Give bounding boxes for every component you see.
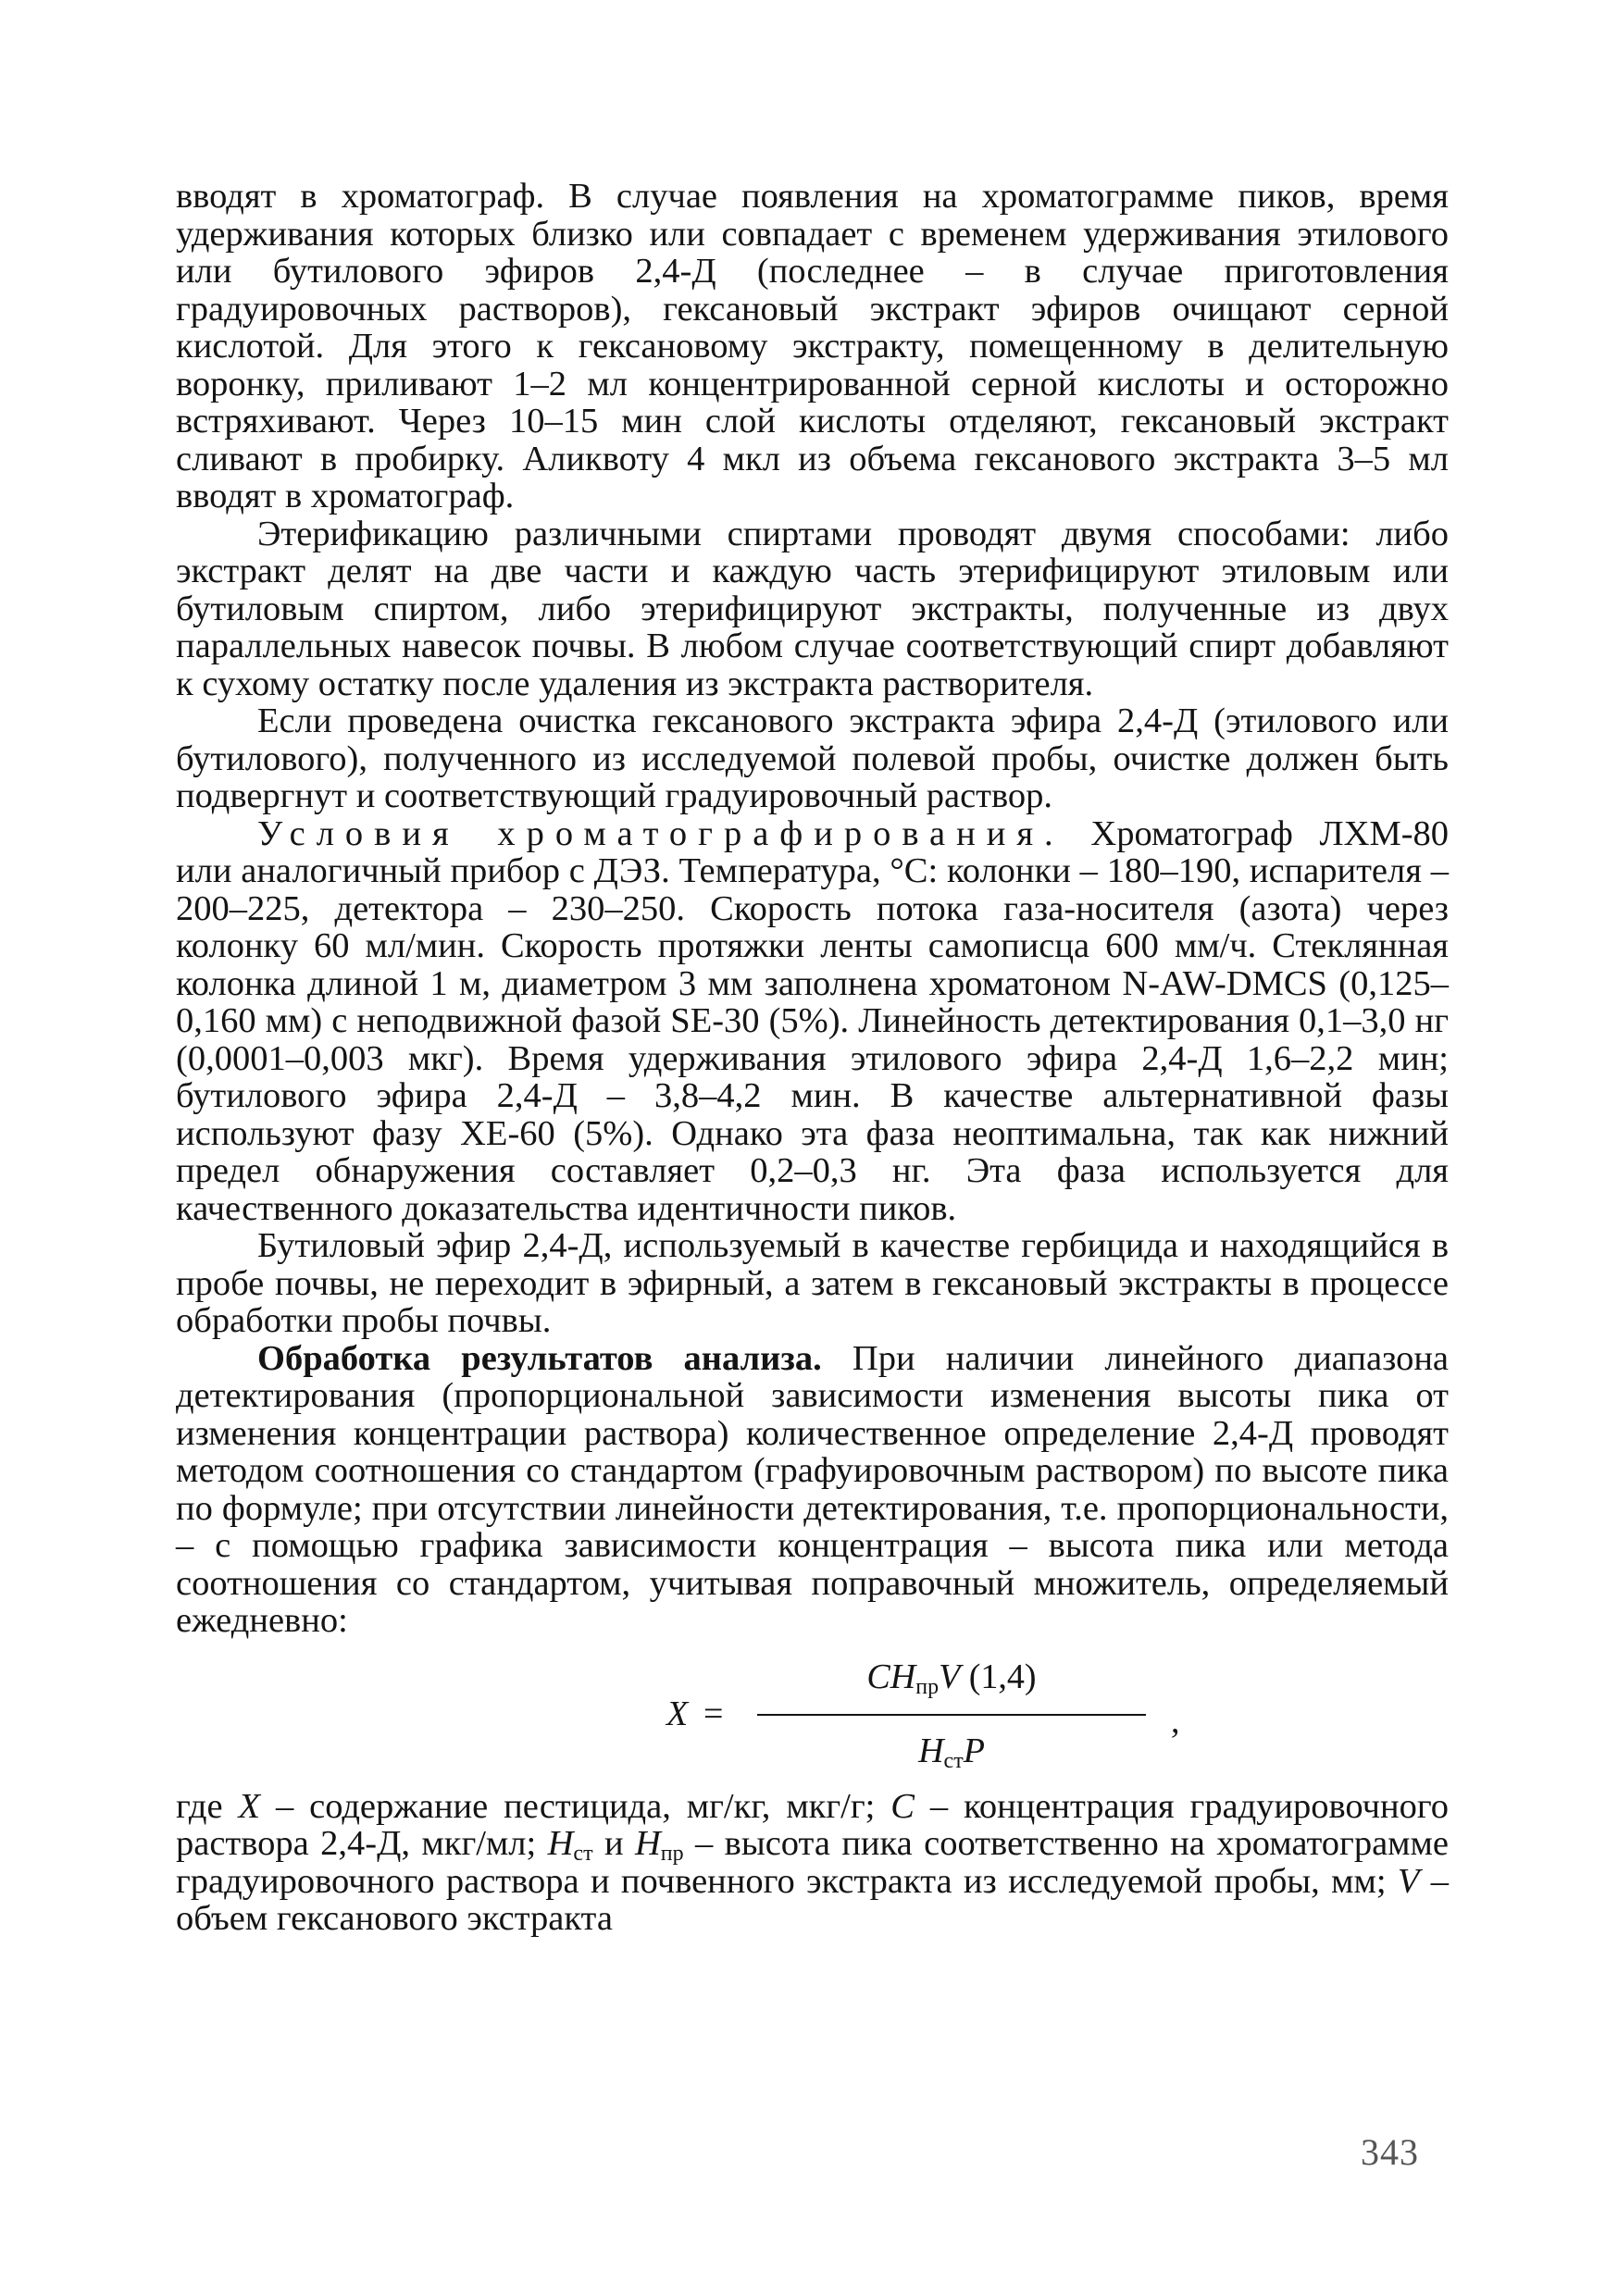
legend-text: и xyxy=(592,1824,635,1863)
conditions-text: Хроматограф ЛХМ-80 или аналогичный прибор с ДЭЗ. Температура, °С: колонки – 180–190, испарителя – 200–225, детектора – 230–250. Скорость потока газа-носителя (азота) через колонку 60 мл/мин. Скорость протяжки ленты самописца 600 мм/ч. Стеклянная колонка длиной 1 м, диаметром 3 мм заполнена хроматоном N-AW-DMCS (0,125–0,160 мм) с неподвижной фазой SE-30 (5%). Линейность детектирования 0,1–3,0 нг (0,0001–0,003 мкг). Время удерживания этилового эфира 2,4-Д 1,6–2,2 мин; бутилового эфира 2,4-Д – 3,8–4,2 мин. В качестве альтернативной фазы используют фазу XE-60 (5%). Однако эта фаза неоптимальна, так как нижний предел обнаружения составляет 0,2–0,3 нг. Эта фаза используется для качественного доказательства идентичности пиков. xyxy=(176,813,1450,1228)
formula-den-p: P xyxy=(963,1731,985,1770)
formula-lhs: X xyxy=(666,1694,689,1733)
legend-text: – концентрация градуировочного раствора 2,4-Д, мкг/мл; xyxy=(176,1786,1449,1863)
formula-equals: = xyxy=(703,1694,724,1733)
formula xyxy=(176,1645,1449,1784)
formula-den-sub: ст xyxy=(943,1748,964,1773)
legend-text: где xyxy=(176,1786,239,1826)
legend-var-h-st: H xyxy=(547,1824,574,1863)
legend-var-c: C xyxy=(890,1786,915,1826)
formula-numerator xyxy=(757,1657,1146,1697)
page-body xyxy=(176,178,1449,1938)
formula-denominator xyxy=(757,1731,1146,1771)
paragraph-processing xyxy=(176,1340,1449,1640)
paragraph-continuation: вводят в хроматограф. В случае появления на хроматограмме пиков, время удерживания которых близко или совпадает с временем удерживания этилового или бутилового эфиров 2,4-Д (последнее – в случае приготовления градуировочных растворов), гексановый экстракт эфиров очищают серной кислотой. Для этого к гексановому экстракту, помещенному в делительную воронку, приливают 1–2 мл концентрированной серной кислоты и осторожно встряхивают. Через 10–15 мин слой кислоты отделяют, гексановый экстракт сливают в пробирку. Аликвоту 4 мкл из объема гексанового экстракта 3–5 мл вводят в хроматограф. xyxy=(176,177,1449,515)
page-number: 343 xyxy=(1361,2131,1419,2173)
legend-var-v: V xyxy=(1397,1861,1420,1901)
legend-sub-st: ст xyxy=(573,1842,593,1866)
formula-num-factor: (1,4) xyxy=(968,1657,1037,1696)
formula-den-h: H xyxy=(918,1731,944,1770)
formula-num-c: C xyxy=(866,1657,890,1696)
paragraph-legend xyxy=(176,1788,1449,1938)
paragraph-butyl: Бутиловый эфир 2,4-Д, используемый в качестве гербицида и находящийся в пробе почвы, не переходит в эфирный, а затем в гексановый экстракты в процессе обработки пробы почвы. xyxy=(176,1226,1449,1340)
legend-text: – содержание пестицида, мг/кг, мкг/г; xyxy=(260,1786,891,1826)
formula-num-v: V xyxy=(939,1657,961,1696)
processing-heading: Обработка результатов анализа. xyxy=(257,1338,822,1378)
legend-text: – объем гексанового экстракта xyxy=(176,1861,1450,1938)
legend-var-h-pr: H xyxy=(634,1824,661,1863)
paragraph-esterification: Этерификацию различными спиртами проводят двумя способами: либо экстракт делят на две части и каждую часть этерифицируют этиловым или бутиловым спиртом, либо этерифицируют экстракты, полученные из двух параллельных навесок почвы. В любом случае соответствующий спирт добавляют к сухому остатку после удаления из экстракта растворителя. xyxy=(176,514,1449,703)
conditions-heading: Условия хроматографирования. xyxy=(257,813,1064,853)
legend-text: – высота пика соответственно на хроматограмме градуировочного раствора и почвенного экстракта из исследуемой пробы, мм; xyxy=(176,1824,1449,1901)
formula-num-h: H xyxy=(890,1657,916,1696)
paragraph-cleanup: Если проведена очистка гексанового экстракта эфира 2,4-Д (этилового или бутилового), полученного из исследуемой полевой пробы, очистке должен быть подвергнут и соответствующий градуировочный раствор. xyxy=(176,701,1449,815)
formula-comma: , xyxy=(1171,1701,1180,1741)
processing-text: При наличии линейного диапазона детектирования (пропорциональной зависимости изменения высоты пика от изменения концентрации раствора) количественное определение 2,4-Д проводят методом соотношения со стандартом (графуировочным раствором) по высоте пика по формуле; при отсутствии линейности детектирования, т.е. пропорциональности, – с помощью графика зависимости концентрация – высота пика или метода соотношения со стандартом, учитывая поправочный множитель, определяемый ежедневно: xyxy=(176,1338,1450,1640)
formula-num-sub: пр xyxy=(915,1674,940,1699)
paragraph-conditions xyxy=(176,815,1449,1228)
fraction-bar xyxy=(757,1714,1146,1716)
legend-sub-pr: пр xyxy=(660,1842,684,1866)
legend-var-x: X xyxy=(238,1786,261,1826)
